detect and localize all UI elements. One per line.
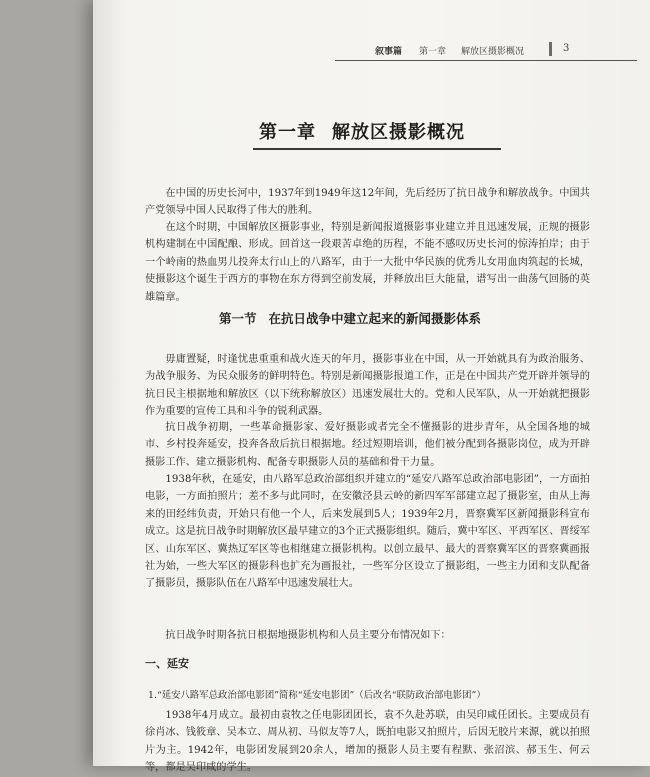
chapter-name: 解放区摄影概况 — [332, 122, 465, 143]
header-chapter-title: 解放区摄影概况 — [461, 47, 525, 57]
header-chapter: 第一章 — [419, 47, 447, 57]
chapter-title — [259, 118, 519, 144]
item-title: 1.“延安八路军总政治部电影团”简称“延安电影团”（后改名“联防政治部电影团”） — [148, 690, 486, 701]
section-name: 在抗日战争中建立起来的新闻摄影体系 — [268, 311, 482, 326]
body-paragraph: 1938年秋，在延安，由八路军总政治部组织并建立的“延安八路军总政治部电影团”，一方面拍电影，一方面拍照片；差不多与此同时，在安徽泾县云岭的新四军军部建立起了摄影室，由从上海来的田经纬负责，开始只有他一个人，后来发展到5人；1939年2月，晋察冀军区新闻摄影科宣布成立。这是抗日战争时期解放区最早建立的3个正式摄影组织。随后，冀中军区、平西军区、晋绥军区、山东军区、冀热辽军区等也相继建立摄影机构。以创立最早、最大的晋察冀军区的晋察冀画报社为始，一些大军区的摄影科也扩充为画报社，一些军分区设立了摄影组，一些主力团和支队配备了摄影员，摄影队伍在八路军中迅速发展壮大。 — [145, 474, 590, 590]
header-bar — [549, 42, 552, 56]
intro-paragraph: 在中国的历史长河中，1937年到1949年这12年间，先后经历了抗日战争和解放战争。中国共产党领导中国人民取得了伟大的胜利。 — [145, 188, 590, 217]
header-book-name: 叙事篇 — [375, 47, 403, 57]
chapter-title-underline — [253, 148, 501, 150]
running-header — [375, 42, 637, 58]
page-number: 3 — [563, 43, 570, 54]
book-page — [93, 0, 650, 774]
subheading: 一、延安 — [145, 657, 189, 670]
body-paragraph: 抗日战争初期，一些革命摄影家、爱好摄影或者完全不懂摄影的进步青年，从全国各地的城市、乡村投奔延安，投奔各敌后抗日根据地。经过短期培训，他们被分配到各摄影岗位，成为开辟摄影工作、建立摄影机构、配备专职摄影人员的基础和骨干力量。 — [145, 422, 590, 468]
intro-paragraph: 在这个时期，中国解放区摄影事业，特别是新闻报道摄影事业建立并且迅速发展，正规的摄影机构建制在中国配酿、形成。回首这一段艰苦卓绝的历程，不能不感叹历史长河的惊涛拍岸；由于一个岭南的热血男儿投奔太行山上的八路军，由于一大批中华民族的优秀儿女用血肉筑起的长城，使摄影这个诞生于西方的事物在东方得到空前发展，并释放出巨大能量，谱写出一曲荡气回肠的英雄篇章。 — [145, 222, 590, 303]
item-paragraph: 1938年4月成立。最初由袁牧之任电影团团长，袁不久赴苏联，由吴印咸任团长。主要成员有徐肖冰、钱筱章、吴本立、周从初、马似友等7人，既拍电影又拍照片，后因无胶片来源，就以拍照片为主。1942年，电影团发展到20余人，增加的摄影人员主要有程默、张沼滨、郝玉生、何云等，都是吴印咸的学生。 — [145, 710, 590, 774]
header-rule — [335, 60, 637, 61]
body-paragraph: 毋庸置疑，时逢忧患重重和战火连天的年月，摄影事业在中国，从一开始就具有为政治服务、为战争服务、为民众服务的鲜明特色。特别是新闻摄影报道工作，正是在中国共产党开辟并领导的抗日民主根据地和解放区（以下统称解放区）迅速发展壮大的。党和人民军队，从一开始就把摄影作为重要的宣传工具和斗争的锐利武器。 — [145, 354, 590, 418]
chapter-number: 第一章 — [259, 122, 316, 143]
section-title — [219, 309, 481, 327]
section-number: 第一节 — [219, 311, 257, 326]
body-paragraph: 抗日战争时期各抗日根据地摄影机构和人员主要分布情况如下： — [165, 630, 451, 641]
